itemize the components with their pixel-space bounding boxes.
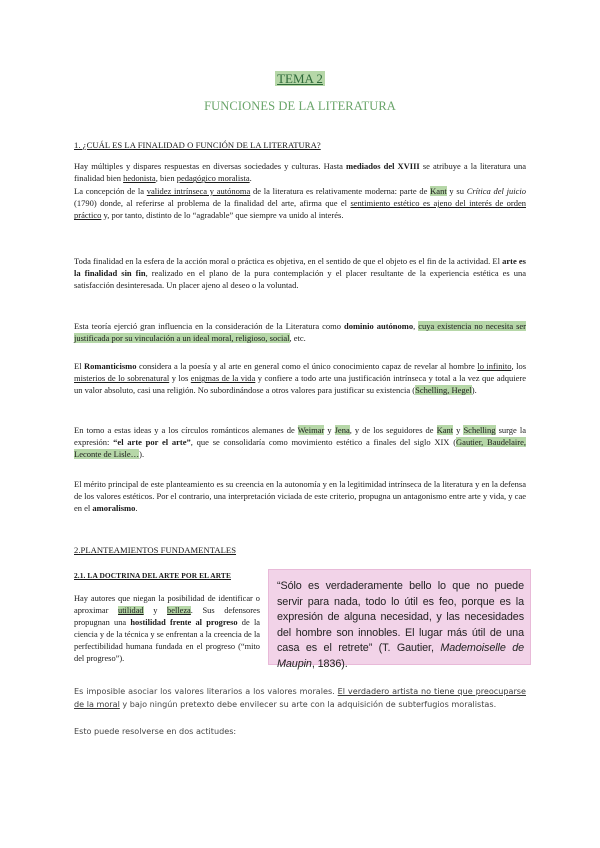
gautier-quote-box: “Sólo es verdaderamente bello lo que no puede servir para nada, todo lo útil es feo, porque es la expresión de alguna necesidad, y las necesidades del hombre son innobles. El lugar más útil de una casa es el retrete” (T. Gautier, Mademoiselle de Maupin, 1836). <box>268 569 531 665</box>
paragraph-5: El Romanticismo considera a la poesía y al arte en general como el único conocimiento capaz de revelar al hombre lo infinito, los misterios de lo sobrenatural y los enigmas de la vida y confiere a todo arte una justificación intrínseca y total a la vez que adquiere un valor absoluto, casi una religión. No subordinándose a otros valores para justificar su existencia (Schelling, Hegel). <box>74 361 527 396</box>
paragraph-9: Esto puede resolverse en dos actitudes: <box>74 726 237 736</box>
paragraph-1: Hay múltiples y dispares respuestas en diversas sociedades y culturas. Hasta mediados del XVIII se atribuye a la literatura una finalidad bien hedonista, bien pedagógico moralista. <box>74 161 526 184</box>
section-2-heading: 2.PLANTEAMIENTOS FUNDAMENTALES <box>74 545 237 555</box>
paragraph-8: Es imposible asociar los valores literarios a los valores morales. El verdadero artista no tiene que preocuparse de la moral y bajo ningún pretexto debe envilecer su arte con la adquisición de subterfugios moralistas. <box>74 686 526 710</box>
paragraph-4: Esta teoría ejerció gran influencia en la consideración de la Literatura como dominio autónomo, cuya existencia no necesita ser justificada por su vinculación a un ideal moral, religioso, social, etc. <box>74 321 527 344</box>
paragraph-7: El mérito principal de este planteamiento es su creencia en la autonomía y en la legitimidad intrínseca de la literatura y en la defensa de los valores estéticos. Por el contrario, una interpretación viciada de este criterio, propugna un antagonismo entre arte y vida, y cae en el amoralismo. <box>74 479 526 514</box>
section-1-heading: 1. ¿CUÁL ES LA FINALIDAD O FUNCIÓN DE LA LITERATURA? <box>74 140 321 150</box>
left-column-paragraph: Hay autores que niegan la posibilidad de identificar o aproximar utilidad y belleza. Sus defensores propugnan una hostilidad frente al progreso de la ciencia y de la técnica y se enfrentan a la creencia de la perfectibilidad humana fundada en el progreso (“mito del progreso”). <box>74 594 260 664</box>
paragraph-3: Toda finalidad en la esfera de la acción moral o práctica es objetiva, en el sentido de que el objeto es el fin de la actividad. El arte es la finalidad sin fin, realizado en el plano de la pura contemplación y el placer resultante de la experiencia estética es una satisfacción desinteresada. Un placer ajeno al deseo o la voluntad. <box>74 256 526 291</box>
subsection-heading: 2.1. LA DOCTRINA DEL ARTE POR EL ARTE <box>74 571 231 580</box>
page-title: TEMA 2 <box>277 71 323 86</box>
paragraph-2: La concepción de la validez intrínseca y autónoma de la literatura es relativamente moderna: parte de Kant y su Crítica del juicio (1790) donde, al referirse al problema de la finalidad del arte, afirma que el sentimiento estético es ajeno del interés de orden práctico y, por tanto, distinto de lo “agradable” que siempre va unido al interés. <box>74 186 527 221</box>
page-subtitle: FUNCIONES DE LA LITERATURA <box>204 99 396 113</box>
paragraph-6: En torno a estas ideas y a los círculos románticos alemanes de Weimar y Jena, y de los seguidores de Kant y Schelling surge la expresión: “el arte por el arte”, que se consolidaría como movimiento estético a finales del siglo XIX (Gautier, Baudelaire, Leconte de Lisle…). <box>74 425 526 460</box>
